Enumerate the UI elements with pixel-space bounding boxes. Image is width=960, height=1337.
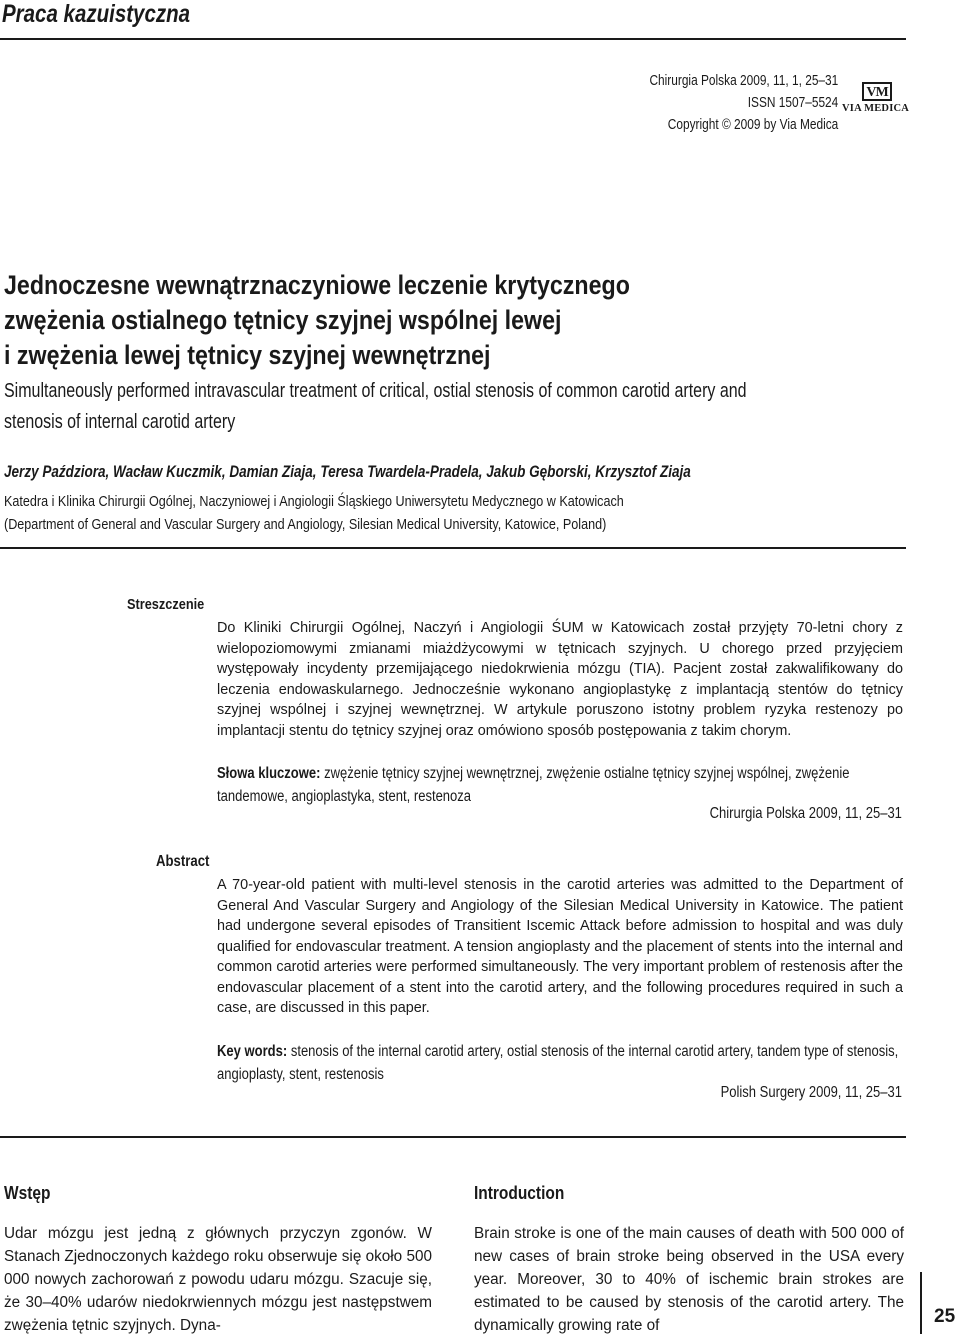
authors: Jerzy Paździora, Wacław Kuczmik, Damian Ziaja, Teresa Twardela-Pradela, Jakub Gęborski, Krzysztof Ziaja [4, 463, 691, 481]
keywords-english-label: Key words: [217, 1043, 288, 1060]
issn: ISSN 1507–5524 [747, 95, 838, 111]
keywords-polish-label: Słowa kluczowe: [217, 765, 321, 782]
wstep-heading: Wstęp [4, 1183, 51, 1203]
streszczenie-label: Streszczenie [127, 596, 205, 613]
wstep-text: Udar mózgu jest jedną z głównych przyczyn zgonów. W Stanach Zjednoczonych każdego roku obserwuje się około 500 000 nowych zachorowań z powodu udaru mózgu. Szacuje się, że 30–40% udarów niedokrwiennych mózgu jest następstwem zwężenia tętnic szyjnych. Dyna- [4, 1225, 432, 1334]
citation-english: Polish Surgery 2009, 11, 25–31 [720, 1084, 902, 1101]
journal-info [608, 70, 838, 136]
keywords-english [217, 1040, 914, 1086]
copyright: Copyright © 2009 by Via Medica [667, 117, 838, 133]
introduction-text: Brain stroke is one of the main causes of death with 500 000 of new cases of brain stroke being observed in the USA every year. Moreover, 30 to 40% of ischemic brain strokes are estimated to be caused by stenosis of the carotid artery. The dynamically growing rate of [474, 1225, 904, 1334]
title-rule [0, 547, 906, 549]
keywords-polish-list: zwężenie tętnicy szyjnej wewnętrznej, zwężenie ostialne tętnicy szyjnej wspólnej, zwężenie tandemowe, angioplastyka, stent, restenoza [217, 765, 850, 805]
title-polish-line: i zwężenia lewej tętnicy szyjnej wewnętrznej [4, 340, 491, 370]
logo-mark: VM [862, 82, 892, 101]
header-rule [0, 38, 906, 40]
journal-citation: Chirurgia Polska 2009, 11, 1, 25–31 [649, 73, 838, 89]
keywords-english-list: stenosis of the internal carotid artery, ostial stenosis of the internal carotid artery, tandem type of stenosis, angioplasty, stent, restenosis [217, 1043, 899, 1083]
section-title: Praca kazuistyczna [2, 0, 191, 28]
title-english: Simultaneously performed intravascular treatment of critical, ostial stenosis of common carotid artery and stenosis of internal carotid artery [4, 380, 747, 433]
title-polish [4, 268, 630, 373]
page-number: 25 [934, 1306, 956, 1327]
via-medica-logo [842, 82, 910, 116]
title-polish-line: Jednoczesne wewnątrznaczyniowe leczenie krytycznego [4, 270, 630, 300]
abstract-rule [0, 1136, 906, 1138]
logo-text: VIA MEDICA [842, 103, 910, 114]
streszczenie-text: Do Kliniki Chirurgii Ogólnej, Naczyń i Angiologii ŚUM w Katowicach został przyjęty 70-letni chory z wielopoziomowymi zmianami miażdżycowymi w tętnicach szyjnych. U chorego przed przyjęciem występowały incydenty przemijającego niedokrwienia mózgu (TIA). Pacjent został zakwalifikowany do leczenia endowaskularnego. Jednocześnie wykonano angioplastykę z implantacją stentów do tętnicy szyjnej wspólnej i szyjnej wewnętrznej. W artykule poruszono istotny problem ryzyka restenozy po implantacji stentu do tętnicy szyjnej oraz omówiono sposób postępowania z takim chorym. [217, 620, 903, 739]
keywords-polish [217, 762, 889, 808]
affiliation [4, 490, 624, 536]
title-polish-line: zwężenia ostialnego tętnicy szyjnej wspólnej lewej [4, 305, 562, 335]
abstract-text: A 70-year-old patient with multi-level stenosis in the carotid arteries was admitted to the Department of General And Vascular Surgery and Angiology of the Silesian Medical University in Katowice. The patient had undergone several episodes of Transitient Iscemic Attack before admission to hospital and was duly qualified for endovascular treatment. A tension angioplasty and the placement of stents into the internal and common carotid arteries were performed simultaneously. The very important problem of restenosis after the endovascular placement of a stent into the carotid artery, and the following procedures required in such a case, are discussed in this paper. [217, 877, 903, 1016]
affiliation-english: (Department of General and Vascular Surgery and Angiology, Silesian Medical University, Katowice, Poland) [4, 516, 607, 533]
abstract-label: Abstract [156, 853, 210, 870]
introduction-heading: Introduction [474, 1183, 565, 1203]
page-number-divider [920, 1272, 922, 1334]
affiliation-polish: Katedra i Klinika Chirurgii Ogólnej, Naczyniowej i Angiologii Śląskiego Uniwersytetu Medycznego w Katowicach [4, 493, 624, 510]
citation-polish: Chirurgia Polska 2009, 11, 25–31 [709, 805, 902, 822]
